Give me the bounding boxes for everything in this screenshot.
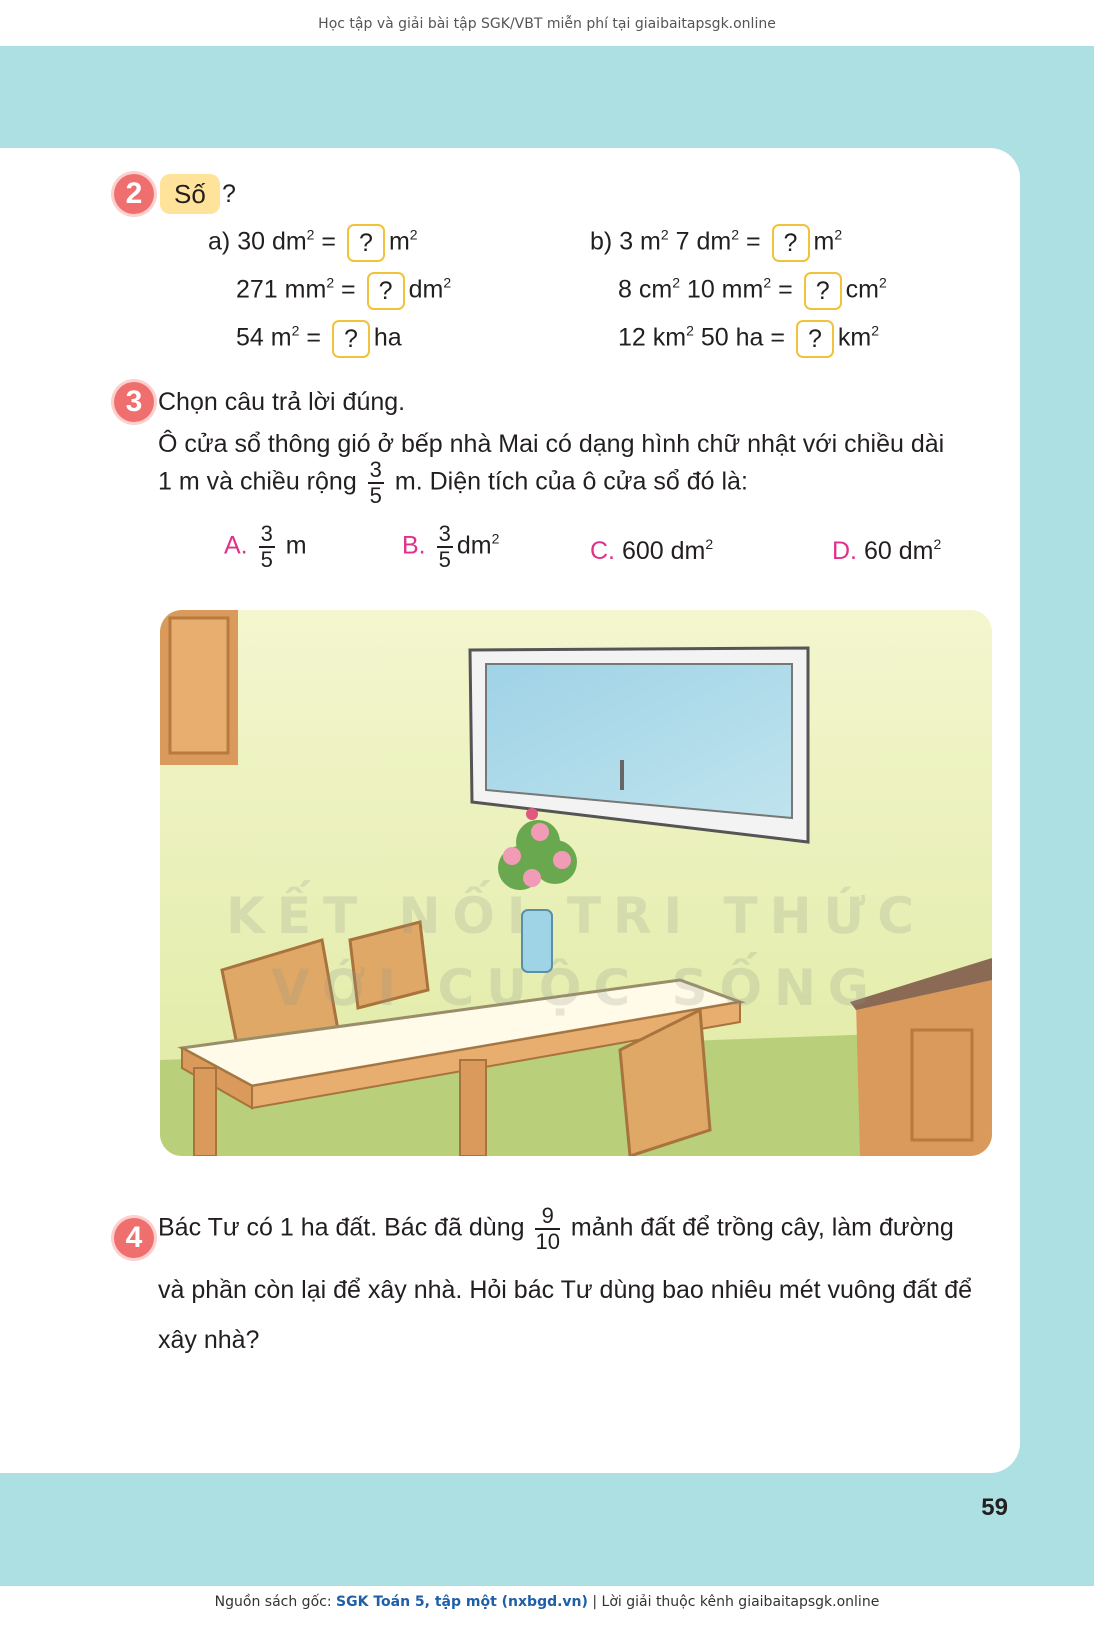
kitchen-illustration bbox=[160, 610, 992, 1156]
exercise-4-number: 4 bbox=[114, 1218, 154, 1258]
exercise-3-line-1: Ô cửa sổ thông gió ở bếp nhà Mai có dạng hình chữ nhật với chiều dài bbox=[158, 430, 945, 458]
answer-box[interactable]: ? bbox=[772, 224, 810, 262]
option-c[interactable]: C. 600 $dm^2$ bbox=[590, 536, 714, 565]
option-a[interactable]: A. $\frac{3}{5}$ m bbox=[224, 521, 307, 572]
top-source-note: Học tập và giải bài tập SGK/VBT miễn phí tại giaibaitapsgk.online bbox=[318, 16, 776, 32]
answer-box[interactable]: ? bbox=[367, 272, 405, 310]
answer-box[interactable]: ? bbox=[804, 272, 842, 310]
exercise-3-line-2: 1 m và chiều rộng $\frac{3}{5}$ m. Diện tích của ô cửa sổ đó là: bbox=[158, 457, 748, 508]
exercise-4-line-1: Bác Tư có 1 ha đất. Bác đã dùng $\frac{9}{10}$ mảnh đất để trồng cây, làm đường bbox=[158, 1203, 954, 1254]
source-link[interactable]: SGK Toán 5, tập một (nxbgd.vn) bbox=[336, 1594, 588, 1610]
answer-box[interactable]: ? bbox=[796, 320, 834, 358]
ex2-b3: 12 $km^2$ 50 ha = ? $km^2$ bbox=[618, 320, 879, 358]
answer-box[interactable]: ? bbox=[332, 320, 370, 358]
exercise-3-number: 3 bbox=[114, 382, 154, 422]
exercise-4-line-3: xây nhà? bbox=[158, 1326, 260, 1354]
watermark: KẾT NỐI TRI THỨC VỚI CUỘC SỐNG bbox=[226, 887, 926, 1017]
fraction-three-fifths: $\frac{3}{5}$ bbox=[369, 457, 382, 508]
exercise-2-question-mark: ? bbox=[222, 180, 236, 208]
ex2-b2: 8 $cm^2$ 10 $mm^2$ = ? $cm^2$ bbox=[618, 272, 887, 310]
exercise-2-tag: Số bbox=[160, 174, 220, 214]
ex2-a3: 54 $m^2$ = ? ha bbox=[236, 320, 402, 358]
ex2-a2: 271 $mm^2$ = ? $dm^2$ bbox=[236, 272, 451, 310]
page-number: 59 bbox=[981, 1494, 1008, 1521]
exercise-2-number: 2 bbox=[114, 174, 154, 214]
ex2-a1: a) 30 $dm^2$ = ? $m^2$ bbox=[208, 224, 418, 262]
option-b[interactable]: B. $\frac{3}{5}$ $dm^2$ bbox=[402, 521, 500, 572]
exercise-3-title: Chọn câu trả lời đúng. bbox=[158, 388, 406, 416]
option-d[interactable]: D. 60 $dm^2$ bbox=[832, 536, 942, 565]
ex2-b1: b) 3 $m^2$ 7 $dm^2$ = ? $m^2$ bbox=[590, 224, 842, 262]
fraction-nine-tenths: $\frac{9}{10}$ bbox=[535, 1203, 560, 1254]
exercise-4-line-2: và phần còn lại để xây nhà. Hỏi bác Tư dùng bao nhiêu mét vuông đất để bbox=[158, 1276, 973, 1304]
bottom-source-note: Nguồn sách gốc: SGK Toán 5, tập một (nxbgd.vn) | Lời giải thuộc kênh giaibaitapsgk.online bbox=[0, 1586, 1094, 1626]
answer-box[interactable]: ? bbox=[347, 224, 385, 262]
